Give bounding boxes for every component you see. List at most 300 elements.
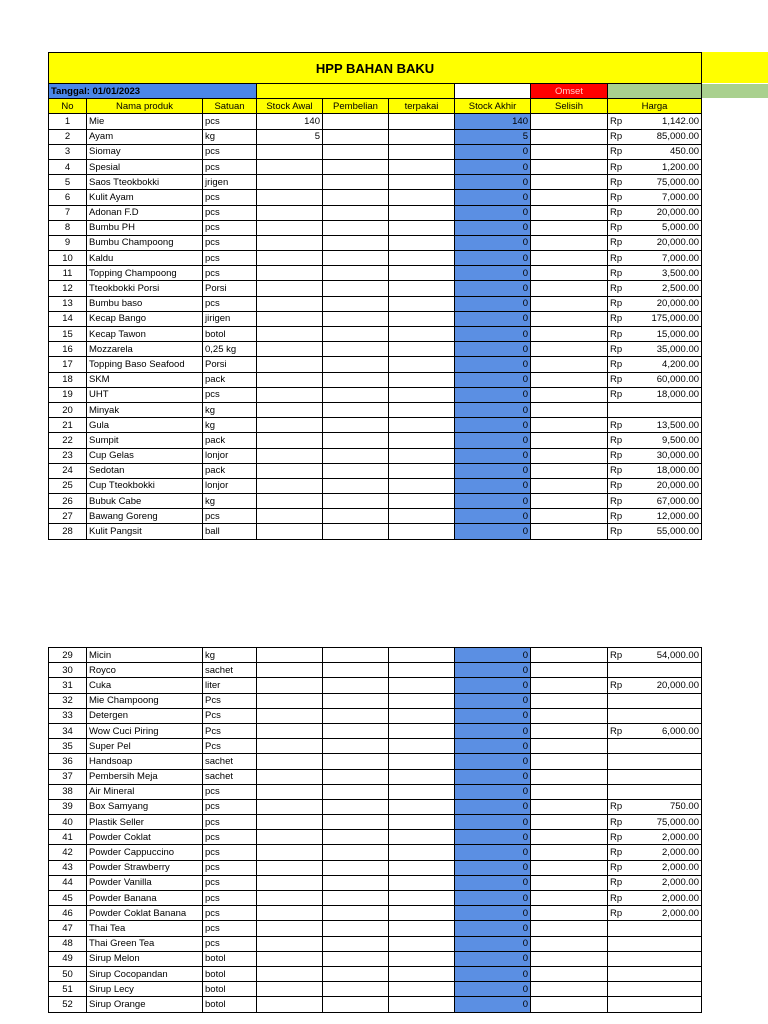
cell-satuan[interactable]: Pcs: [203, 739, 257, 754]
cell-no[interactable]: 25: [49, 478, 87, 493]
cell-stock-awal[interactable]: [257, 891, 323, 906]
cell-nama-produk[interactable]: Sirup Orange: [87, 997, 203, 1012]
cell-pembelian[interactable]: [323, 723, 389, 738]
cell-stock-awal[interactable]: [257, 433, 323, 448]
cell-pembelian[interactable]: [323, 418, 389, 433]
cell-stock-akhir[interactable]: 0: [455, 372, 531, 387]
cell-nama-produk[interactable]: Sirup Lecy: [87, 982, 203, 997]
cell-stock-akhir[interactable]: 0: [455, 448, 531, 463]
cell-stock-awal[interactable]: [257, 251, 323, 266]
cell-pembelian[interactable]: [323, 281, 389, 296]
cell-nama-produk[interactable]: Bawang Goreng: [87, 509, 203, 524]
cell-stock-akhir[interactable]: 0: [455, 906, 531, 921]
cell-satuan[interactable]: pcs: [203, 830, 257, 845]
cell-terpakai[interactable]: [389, 860, 455, 875]
cell-terpakai[interactable]: [389, 648, 455, 663]
cell-selisih[interactable]: [531, 463, 608, 478]
cell-selisih[interactable]: [531, 769, 608, 784]
cell-selisih[interactable]: [531, 205, 608, 220]
cell-harga[interactable]: [608, 860, 702, 875]
cell-no[interactable]: 37: [49, 769, 87, 784]
cell-selisih[interactable]: [531, 296, 608, 311]
cell-stock-awal[interactable]: [257, 648, 323, 663]
cell-satuan[interactable]: sachet: [203, 754, 257, 769]
cell-nama-produk[interactable]: Spesial: [87, 159, 203, 174]
cell-selisih[interactable]: [531, 159, 608, 174]
cell-nama-produk[interactable]: Kulit Ayam: [87, 190, 203, 205]
cell-harga[interactable]: [608, 891, 702, 906]
cell-satuan[interactable]: pcs: [203, 815, 257, 830]
cell-terpakai[interactable]: [389, 723, 455, 738]
cell-nama-produk[interactable]: Powder Strawberry: [87, 860, 203, 875]
cell-stock-akhir[interactable]: 0: [455, 235, 531, 250]
cell-stock-awal[interactable]: [257, 144, 323, 159]
cell-nama-produk[interactable]: Topping Champoong: [87, 266, 203, 281]
cell-satuan[interactable]: pack: [203, 463, 257, 478]
cell-harga[interactable]: [608, 966, 702, 981]
cell-harga[interactable]: [608, 387, 702, 402]
cell-pembelian[interactable]: [323, 982, 389, 997]
cell-no[interactable]: 16: [49, 342, 87, 357]
cell-stock-awal[interactable]: [257, 296, 323, 311]
cell-no[interactable]: 28: [49, 524, 87, 539]
cell-nama-produk[interactable]: Super Pel: [87, 739, 203, 754]
cell-terpakai[interactable]: [389, 936, 455, 951]
cell-stock-akhir[interactable]: 0: [455, 524, 531, 539]
cell-no[interactable]: 45: [49, 891, 87, 906]
cell-stock-akhir[interactable]: 0: [455, 708, 531, 723]
cell-harga[interactable]: [608, 175, 702, 190]
cell-pembelian[interactable]: [323, 648, 389, 663]
cell-terpakai[interactable]: [389, 982, 455, 997]
cell-terpakai[interactable]: [389, 906, 455, 921]
cell-nama-produk[interactable]: Box Samyang: [87, 799, 203, 814]
cell-stock-awal[interactable]: [257, 966, 323, 981]
cell-no[interactable]: 20: [49, 402, 87, 417]
cell-pembelian[interactable]: [323, 342, 389, 357]
cell-terpakai[interactable]: [389, 921, 455, 936]
cell-terpakai[interactable]: [389, 678, 455, 693]
cell-satuan[interactable]: pcs: [203, 845, 257, 860]
cell-selisih[interactable]: [531, 251, 608, 266]
cell-stock-akhir[interactable]: 0: [455, 951, 531, 966]
cell-satuan[interactable]: Pcs: [203, 708, 257, 723]
cell-selisih[interactable]: [531, 524, 608, 539]
cell-pembelian[interactable]: [323, 114, 389, 129]
cell-nama-produk[interactable]: Air Mineral: [87, 784, 203, 799]
cell-satuan[interactable]: kg: [203, 402, 257, 417]
cell-no[interactable]: 3: [49, 144, 87, 159]
cell-terpakai[interactable]: [389, 509, 455, 524]
cell-stock-awal[interactable]: [257, 235, 323, 250]
cell-selisih[interactable]: [531, 129, 608, 144]
cell-stock-awal[interactable]: [257, 663, 323, 678]
cell-harga[interactable]: [608, 845, 702, 860]
cell-harga[interactable]: [608, 327, 702, 342]
cell-terpakai[interactable]: [389, 966, 455, 981]
cell-nama-produk[interactable]: Cup Tteokbokki: [87, 478, 203, 493]
cell-stock-akhir[interactable]: 0: [455, 830, 531, 845]
cell-terpakai[interactable]: [389, 266, 455, 281]
cell-nama-produk[interactable]: Handsoap: [87, 754, 203, 769]
cell-no[interactable]: 11: [49, 266, 87, 281]
cell-satuan[interactable]: pcs: [203, 799, 257, 814]
cell-selisih[interactable]: [531, 281, 608, 296]
cell-stock-akhir[interactable]: 0: [455, 418, 531, 433]
cell-stock-awal[interactable]: [257, 387, 323, 402]
cell-pembelian[interactable]: [323, 997, 389, 1012]
cell-selisih[interactable]: [531, 936, 608, 951]
cell-harga[interactable]: [608, 342, 702, 357]
cell-no[interactable]: 47: [49, 921, 87, 936]
cell-nama-produk[interactable]: Mozzarela: [87, 342, 203, 357]
cell-nama-produk[interactable]: Micin: [87, 648, 203, 663]
cell-stock-akhir[interactable]: 0: [455, 478, 531, 493]
cell-pembelian[interactable]: [323, 921, 389, 936]
cell-stock-akhir[interactable]: 0: [455, 784, 531, 799]
cell-terpakai[interactable]: [389, 251, 455, 266]
cell-satuan[interactable]: pcs: [203, 205, 257, 220]
cell-nama-produk[interactable]: Sedotan: [87, 463, 203, 478]
cell-no[interactable]: 13: [49, 296, 87, 311]
cell-selisih[interactable]: [531, 433, 608, 448]
cell-pembelian[interactable]: [323, 891, 389, 906]
cell-satuan[interactable]: pcs: [203, 251, 257, 266]
cell-no[interactable]: 1: [49, 114, 87, 129]
cell-no[interactable]: 15: [49, 327, 87, 342]
cell-pembelian[interactable]: [323, 708, 389, 723]
cell-harga[interactable]: [608, 129, 702, 144]
cell-pembelian[interactable]: [323, 387, 389, 402]
cell-terpakai[interactable]: [389, 129, 455, 144]
cell-terpakai[interactable]: [389, 951, 455, 966]
cell-no[interactable]: 35: [49, 739, 87, 754]
cell-terpakai[interactable]: [389, 815, 455, 830]
cell-terpakai[interactable]: [389, 433, 455, 448]
cell-stock-awal[interactable]: [257, 769, 323, 784]
cell-no[interactable]: 39: [49, 799, 87, 814]
cell-harga[interactable]: [608, 235, 702, 250]
cell-pembelian[interactable]: [323, 784, 389, 799]
cell-pembelian[interactable]: [323, 799, 389, 814]
cell-selisih[interactable]: [531, 860, 608, 875]
cell-pembelian[interactable]: [323, 129, 389, 144]
cell-stock-akhir[interactable]: 0: [455, 723, 531, 738]
cell-nama-produk[interactable]: Bumbu PH: [87, 220, 203, 235]
cell-no[interactable]: 30: [49, 663, 87, 678]
cell-no[interactable]: 38: [49, 784, 87, 799]
cell-no[interactable]: 51: [49, 982, 87, 997]
cell-satuan[interactable]: pack: [203, 372, 257, 387]
cell-harga[interactable]: [608, 754, 702, 769]
cell-stock-awal[interactable]: [257, 997, 323, 1012]
cell-stock-akhir[interactable]: 0: [455, 327, 531, 342]
cell-selisih[interactable]: [531, 693, 608, 708]
cell-stock-awal[interactable]: [257, 357, 323, 372]
cell-harga[interactable]: [608, 739, 702, 754]
cell-no[interactable]: 42: [49, 845, 87, 860]
cell-satuan[interactable]: pcs: [203, 159, 257, 174]
cell-harga[interactable]: [608, 433, 702, 448]
cell-selisih[interactable]: [531, 478, 608, 493]
cell-pembelian[interactable]: [323, 296, 389, 311]
cell-stock-awal[interactable]: [257, 220, 323, 235]
cell-no[interactable]: 18: [49, 372, 87, 387]
cell-satuan[interactable]: pcs: [203, 921, 257, 936]
cell-pembelian[interactable]: [323, 159, 389, 174]
cell-stock-akhir[interactable]: 0: [455, 891, 531, 906]
cell-harga[interactable]: [608, 311, 702, 326]
cell-stock-awal[interactable]: [257, 509, 323, 524]
cell-satuan[interactable]: pcs: [203, 875, 257, 890]
cell-harga[interactable]: [608, 524, 702, 539]
cell-selisih[interactable]: [531, 387, 608, 402]
cell-no[interactable]: 19: [49, 387, 87, 402]
cell-no[interactable]: 33: [49, 708, 87, 723]
cell-harga[interactable]: [608, 463, 702, 478]
cell-terpakai[interactable]: [389, 708, 455, 723]
cell-nama-produk[interactable]: Powder Banana: [87, 891, 203, 906]
cell-no[interactable]: 2: [49, 129, 87, 144]
cell-stock-awal[interactable]: [257, 175, 323, 190]
cell-terpakai[interactable]: [389, 830, 455, 845]
cell-terpakai[interactable]: [389, 891, 455, 906]
cell-selisih[interactable]: [531, 494, 608, 509]
cell-nama-produk[interactable]: Powder Coklat Banana: [87, 906, 203, 921]
cell-satuan[interactable]: botol: [203, 327, 257, 342]
cell-stock-awal[interactable]: [257, 402, 323, 417]
cell-stock-awal[interactable]: [257, 784, 323, 799]
cell-stock-akhir[interactable]: 0: [455, 875, 531, 890]
cell-stock-akhir[interactable]: 0: [455, 997, 531, 1012]
cell-selisih[interactable]: [531, 372, 608, 387]
cell-no[interactable]: 31: [49, 678, 87, 693]
cell-pembelian[interactable]: [323, 906, 389, 921]
cell-pembelian[interactable]: [323, 509, 389, 524]
cell-stock-akhir[interactable]: 0: [455, 266, 531, 281]
cell-stock-awal[interactable]: [257, 448, 323, 463]
cell-stock-awal[interactable]: [257, 418, 323, 433]
cell-stock-akhir[interactable]: 0: [455, 815, 531, 830]
cell-terpakai[interactable]: [389, 159, 455, 174]
cell-stock-awal[interactable]: [257, 494, 323, 509]
cell-nama-produk[interactable]: Powder Vanilla: [87, 875, 203, 890]
cell-pembelian[interactable]: [323, 860, 389, 875]
cell-satuan[interactable]: pcs: [203, 220, 257, 235]
cell-stock-awal[interactable]: [257, 951, 323, 966]
cell-stock-akhir[interactable]: 0: [455, 251, 531, 266]
cell-pembelian[interactable]: [323, 478, 389, 493]
cell-harga[interactable]: [608, 723, 702, 738]
cell-stock-awal[interactable]: [257, 266, 323, 281]
cell-pembelian[interactable]: [323, 311, 389, 326]
cell-stock-akhir[interactable]: 0: [455, 205, 531, 220]
cell-selisih[interactable]: [531, 418, 608, 433]
cell-pembelian[interactable]: [323, 235, 389, 250]
cell-no[interactable]: 32: [49, 693, 87, 708]
cell-selisih[interactable]: [531, 357, 608, 372]
cell-selisih[interactable]: [531, 845, 608, 860]
cell-stock-akhir[interactable]: 0: [455, 159, 531, 174]
cell-selisih[interactable]: [531, 114, 608, 129]
cell-stock-awal[interactable]: [257, 845, 323, 860]
cell-stock-akhir[interactable]: 0: [455, 342, 531, 357]
cell-no[interactable]: 10: [49, 251, 87, 266]
cell-nama-produk[interactable]: Bubuk Cabe: [87, 494, 203, 509]
cell-no[interactable]: 41: [49, 830, 87, 845]
cell-stock-awal[interactable]: [257, 799, 323, 814]
cell-harga[interactable]: [608, 830, 702, 845]
cell-nama-produk[interactable]: Gula: [87, 418, 203, 433]
cell-terpakai[interactable]: [389, 114, 455, 129]
cell-satuan[interactable]: 0,25 kg: [203, 342, 257, 357]
cell-harga[interactable]: [608, 509, 702, 524]
cell-stock-akhir[interactable]: 0: [455, 860, 531, 875]
cell-stock-awal[interactable]: [257, 936, 323, 951]
cell-no[interactable]: 22: [49, 433, 87, 448]
cell-terpakai[interactable]: [389, 693, 455, 708]
cell-pembelian[interactable]: [323, 951, 389, 966]
cell-stock-awal[interactable]: [257, 754, 323, 769]
cell-harga[interactable]: [608, 478, 702, 493]
cell-stock-akhir[interactable]: 0: [455, 220, 531, 235]
cell-selisih[interactable]: [531, 982, 608, 997]
cell-harga[interactable]: [608, 678, 702, 693]
cell-nama-produk[interactable]: Sumpit: [87, 433, 203, 448]
cell-stock-akhir[interactable]: 0: [455, 693, 531, 708]
cell-stock-akhir[interactable]: 0: [455, 281, 531, 296]
cell-selisih[interactable]: [531, 966, 608, 981]
cell-no[interactable]: 29: [49, 648, 87, 663]
cell-nama-produk[interactable]: UHT: [87, 387, 203, 402]
cell-pembelian[interactable]: [323, 663, 389, 678]
cell-stock-akhir[interactable]: 0: [455, 936, 531, 951]
cell-satuan[interactable]: kg: [203, 129, 257, 144]
cell-terpakai[interactable]: [389, 845, 455, 860]
cell-nama-produk[interactable]: Ayam: [87, 129, 203, 144]
cell-nama-produk[interactable]: Adonan F.D: [87, 205, 203, 220]
cell-nama-produk[interactable]: Minyak: [87, 402, 203, 417]
cell-terpakai[interactable]: [389, 205, 455, 220]
cell-harga[interactable]: [608, 144, 702, 159]
cell-nama-produk[interactable]: Mie: [87, 114, 203, 129]
cell-nama-produk[interactable]: Powder Cappuccino: [87, 845, 203, 860]
cell-pembelian[interactable]: [323, 372, 389, 387]
cell-stock-akhir[interactable]: 0: [455, 509, 531, 524]
cell-terpakai[interactable]: [389, 281, 455, 296]
cell-stock-awal[interactable]: [257, 372, 323, 387]
cell-terpakai[interactable]: [389, 311, 455, 326]
cell-nama-produk[interactable]: Siomay: [87, 144, 203, 159]
cell-terpakai[interactable]: [389, 739, 455, 754]
cell-terpakai[interactable]: [389, 875, 455, 890]
cell-stock-akhir[interactable]: 0: [455, 311, 531, 326]
cell-pembelian[interactable]: [323, 830, 389, 845]
cell-stock-awal[interactable]: [257, 311, 323, 326]
omset-cell[interactable]: Omset: [531, 84, 608, 99]
cell-stock-awal[interactable]: [257, 205, 323, 220]
cell-no[interactable]: 43: [49, 860, 87, 875]
cell-harga[interactable]: [608, 799, 702, 814]
cell-satuan[interactable]: jrigen: [203, 175, 257, 190]
cell-terpakai[interactable]: [389, 402, 455, 417]
cell-terpakai[interactable]: [389, 357, 455, 372]
cell-stock-akhir[interactable]: 0: [455, 982, 531, 997]
cell-pembelian[interactable]: [323, 678, 389, 693]
cell-no[interactable]: 24: [49, 463, 87, 478]
cell-satuan[interactable]: pcs: [203, 190, 257, 205]
cell-no[interactable]: 23: [49, 448, 87, 463]
cell-pembelian[interactable]: [323, 463, 389, 478]
cell-satuan[interactable]: pcs: [203, 266, 257, 281]
cell-pembelian[interactable]: [323, 739, 389, 754]
cell-harga[interactable]: [608, 982, 702, 997]
cell-pembelian[interactable]: [323, 936, 389, 951]
cell-satuan[interactable]: pcs: [203, 860, 257, 875]
cell-stock-akhir[interactable]: 0: [455, 433, 531, 448]
cell-pembelian[interactable]: [323, 815, 389, 830]
cell-nama-produk[interactable]: Kecap Bango: [87, 311, 203, 326]
cell-selisih[interactable]: [531, 327, 608, 342]
cell-pembelian[interactable]: [323, 402, 389, 417]
cell-stock-akhir[interactable]: 5: [455, 129, 531, 144]
cell-nama-produk[interactable]: Tteokbokki Porsi: [87, 281, 203, 296]
cell-harga[interactable]: [608, 951, 702, 966]
cell-harga[interactable]: [608, 220, 702, 235]
cell-harga[interactable]: [608, 663, 702, 678]
cell-selisih[interactable]: [531, 815, 608, 830]
cell-stock-awal[interactable]: 140: [257, 114, 323, 129]
cell-terpakai[interactable]: [389, 235, 455, 250]
cell-selisih[interactable]: [531, 235, 608, 250]
cell-stock-akhir[interactable]: 0: [455, 190, 531, 205]
cell-pembelian[interactable]: [323, 966, 389, 981]
cell-stock-akhir[interactable]: 0: [455, 175, 531, 190]
cell-stock-akhir[interactable]: 0: [455, 754, 531, 769]
cell-harga[interactable]: [608, 693, 702, 708]
cell-satuan[interactable]: botol: [203, 997, 257, 1012]
cell-stock-akhir[interactable]: 140: [455, 114, 531, 129]
cell-pembelian[interactable]: [323, 693, 389, 708]
cell-stock-akhir[interactable]: 0: [455, 921, 531, 936]
cell-terpakai[interactable]: [389, 372, 455, 387]
cell-harga[interactable]: [608, 418, 702, 433]
cell-stock-awal[interactable]: [257, 723, 323, 738]
cell-satuan[interactable]: pcs: [203, 509, 257, 524]
cell-terpakai[interactable]: [389, 327, 455, 342]
cell-satuan[interactable]: Porsi: [203, 357, 257, 372]
cell-satuan[interactable]: pcs: [203, 235, 257, 250]
cell-no[interactable]: 48: [49, 936, 87, 951]
cell-harga[interactable]: [608, 296, 702, 311]
cell-stock-awal[interactable]: [257, 830, 323, 845]
cell-harga[interactable]: [608, 921, 702, 936]
cell-nama-produk[interactable]: Wow Cuci Piring: [87, 723, 203, 738]
cell-nama-produk[interactable]: Thai Green Tea: [87, 936, 203, 951]
cell-terpakai[interactable]: [389, 997, 455, 1012]
cell-nama-produk[interactable]: Cuka: [87, 678, 203, 693]
cell-no[interactable]: 50: [49, 966, 87, 981]
cell-pembelian[interactable]: [323, 190, 389, 205]
cell-selisih[interactable]: [531, 342, 608, 357]
cell-stock-akhir[interactable]: 0: [455, 678, 531, 693]
cell-satuan[interactable]: botol: [203, 982, 257, 997]
cell-terpakai[interactable]: [389, 494, 455, 509]
cell-satuan[interactable]: pack: [203, 433, 257, 448]
cell-pembelian[interactable]: [323, 524, 389, 539]
cell-selisih[interactable]: [531, 266, 608, 281]
cell-nama-produk[interactable]: Detergen: [87, 708, 203, 723]
